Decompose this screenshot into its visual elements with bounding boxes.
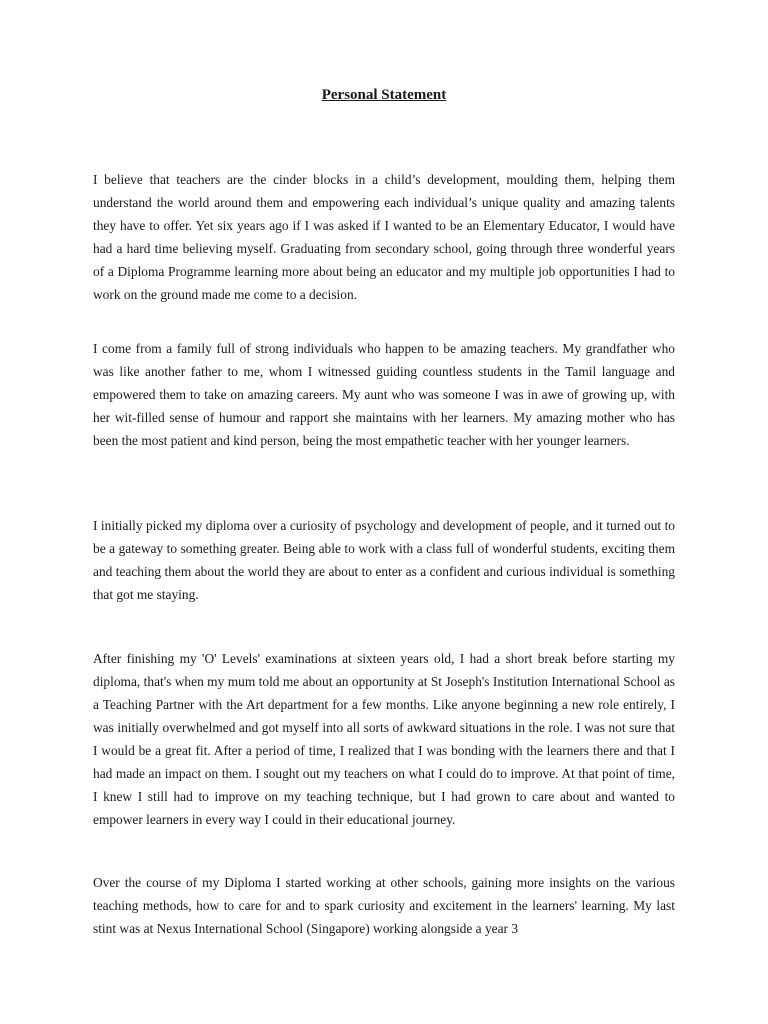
paragraph-1: I believe that teachers are the cinder blocks in a child’s development, moulding them, helping them understand the world around them and empowering each individual’s unique quality and amazing talents they have to offer. Yet six years ago if I was asked if I wanted to be an Elementary Educator, I would have had a hard time believing myself. Graduating from secondary school, going through three wonderful years of a Diploma Programme learning more about being an educator and my multiple job opportunities I had to work on the ground made me come to a decision. [93, 172, 675, 302]
paragraph-5: Over the course of my Diploma I started working at other schools, gaining more insights on the various teaching methods, how to care for and to spark curiosity and excitement in the learners' learning. My last stint was at Nexus International School (Singapore) working alongside a year 3 [93, 875, 675, 936]
paragraph-3: I initially picked my diploma over a curiosity of psychology and development of people, and it turned out to be a gateway to something greater. Being able to work with a class full of wonderful students, exciting them and teaching them about the world they are about to enter as a confident and curious individual is something that got me staying. [93, 518, 675, 602]
paragraph-4: After finishing my 'O' Levels' examinations at sixteen years old, I had a short break before starting my diploma, that's when my mum told me about an opportunity at St Joseph's Institution International School as a Teaching Partner with the Art department for a few months. Like anyone beginning a new role entirely, I was initially overwhelmed and got myself into all sorts of awkward situations in the role. I was not sure that I would be a great fit. After a period of time, I realized that I was bonding with the learners there and that I had made an impact on them. I sought out my teachers on what I could do to improve. At that point of time, I knew I still had to improve on my teaching technique, but I had grown to care about and wanted to empower learners in every way I could in their educational journey. [93, 651, 675, 827]
document-title: Personal Statement [321, 87, 447, 103]
paragraph-2: I come from a family full of strong individuals who happen to be amazing teachers. My grandfather who was like another father to me, whom I witnessed guiding countless students in the Tamil language and empowered them to take on amazing careers. My aunt who was someone I was in awe of growing up, with her wit-filled sense of humour and rapport she maintains with her learners. My amazing mother who has been the most patient and kind person, being the most empathetic teacher with her younger learners. [93, 341, 675, 448]
